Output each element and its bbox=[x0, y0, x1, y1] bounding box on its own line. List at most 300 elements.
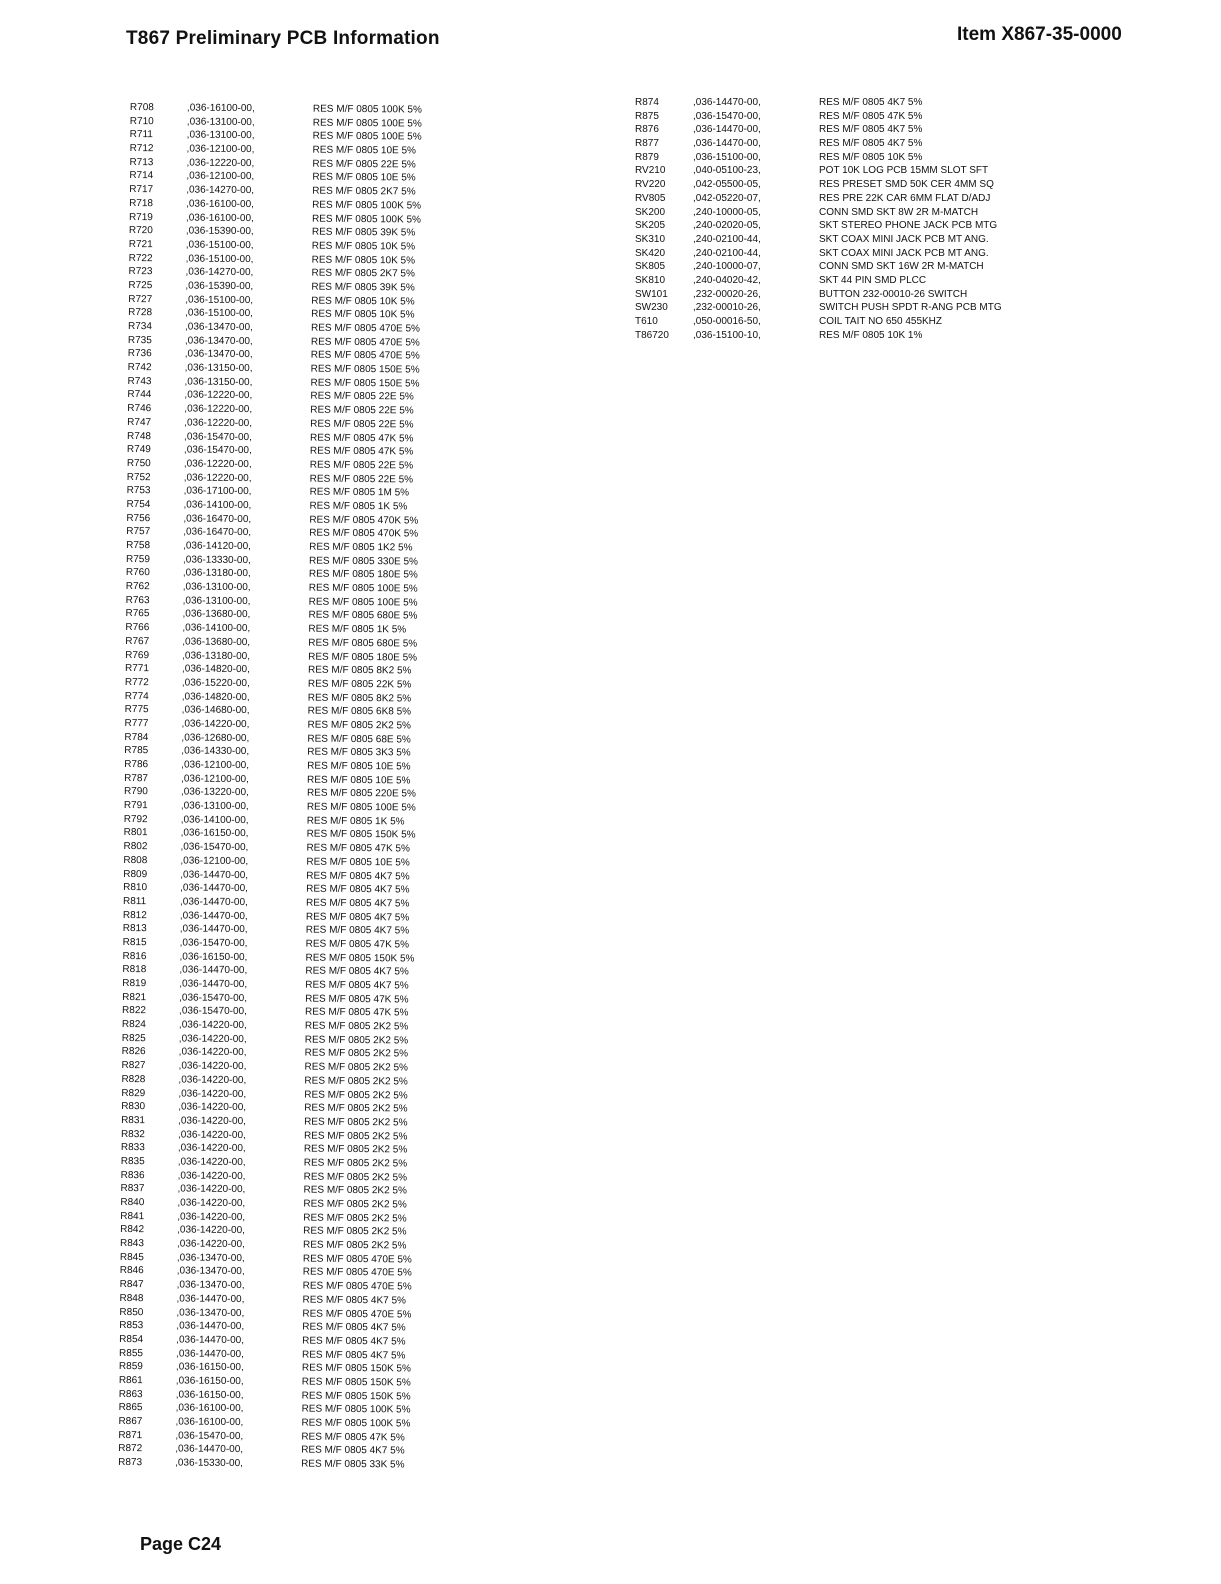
part-description: SKT 44 PIN SMD PLCC bbox=[819, 274, 927, 286]
part-reference: R808 bbox=[123, 854, 148, 866]
part-reference: SK420 bbox=[635, 247, 666, 259]
part-description: RES M/F 0805 2K2 5% bbox=[304, 1061, 409, 1074]
part-reference: R772 bbox=[124, 676, 149, 689]
part-reference: R859 bbox=[118, 1361, 143, 1373]
part-description: RES M/F 0805 47K 5% bbox=[301, 1431, 405, 1444]
part-description: RES M/F 0805 680E 5% bbox=[308, 637, 418, 650]
part-number: ,036-13100-00, bbox=[186, 129, 255, 142]
part-number: ,036-14220-00, bbox=[178, 1046, 247, 1059]
part-description: RES M/F 0805 150E 5% bbox=[310, 377, 420, 390]
part-number: ,036-13150-00, bbox=[184, 362, 253, 375]
part-description: RES M/F 0805 180E 5% bbox=[308, 651, 418, 664]
part-reference: R816 bbox=[122, 950, 147, 962]
part-reference: RV220 bbox=[635, 179, 666, 191]
part-number: ,036-15470-00, bbox=[183, 444, 252, 457]
part-description: RES M/F 0805 4K7 5% bbox=[305, 965, 409, 978]
part-reference: R708 bbox=[129, 101, 154, 114]
part-number: ,036-15390-00, bbox=[185, 225, 254, 238]
part-description: RES M/F 0805 4K7 5% bbox=[305, 979, 409, 992]
part-reference: R828 bbox=[121, 1073, 146, 1085]
part-number: ,036-12220-00, bbox=[184, 389, 253, 402]
part-number: ,036-14470-00, bbox=[179, 896, 248, 908]
part-reference: R873 bbox=[118, 1457, 143, 1469]
part-reference: R784 bbox=[124, 731, 149, 743]
part-description: RES M/F 0805 22E 5% bbox=[312, 158, 416, 171]
part-reference: R763 bbox=[125, 594, 150, 606]
part-number: ,036-14470-00, bbox=[176, 1320, 245, 1333]
part-reference: R876 bbox=[635, 124, 659, 136]
part-number: ,240-02100-44, bbox=[693, 247, 761, 259]
part-description: RES M/F 0805 470E 5% bbox=[310, 336, 420, 349]
part-reference: R744 bbox=[127, 389, 152, 401]
part-reference: R790 bbox=[123, 786, 148, 798]
part-reference: R815 bbox=[122, 936, 147, 949]
part-description: RES M/F 0805 100K 5% bbox=[312, 199, 422, 212]
part-reference: R765 bbox=[125, 608, 150, 620]
part-description: RES M/F 0805 4K7 5% bbox=[819, 97, 923, 108]
part-number: ,036-15470-00, bbox=[179, 937, 248, 949]
part-number: ,036-14220-00, bbox=[177, 1183, 246, 1196]
part-description: RES M/F 0805 10K 1% bbox=[819, 329, 923, 341]
part-number: ,036-14470-00, bbox=[693, 97, 761, 108]
part-number: ,232-00020-26, bbox=[693, 288, 761, 300]
part-reference: RV805 bbox=[635, 192, 666, 204]
part-number: ,036-14100-00, bbox=[182, 622, 251, 635]
part-description: RES M/F 0805 4K7 5% bbox=[819, 124, 923, 136]
part-number: ,036-15470-00, bbox=[184, 430, 252, 443]
part-description: RES M/F 0805 100E 5% bbox=[308, 582, 418, 595]
part-reference: R854 bbox=[119, 1333, 144, 1346]
part-reference: R734 bbox=[127, 320, 152, 333]
part-number: ,036-13100-00, bbox=[180, 800, 249, 813]
part-reference: R875 bbox=[635, 110, 659, 122]
part-description: RES M/F 0805 150K 5% bbox=[305, 952, 415, 965]
part-reference: R848 bbox=[119, 1292, 144, 1304]
part-reference: R825 bbox=[121, 1032, 146, 1044]
part-description: RES M/F 0805 2K2 5% bbox=[304, 1034, 409, 1047]
part-reference: R753 bbox=[126, 485, 151, 497]
part-description: RES M/F 0805 10E 5% bbox=[306, 856, 410, 869]
part-number: ,036-16100-00, bbox=[186, 102, 255, 115]
part-number: ,036-14470-00, bbox=[179, 923, 248, 936]
part-reference: R756 bbox=[126, 512, 151, 524]
part-description: RES M/F 0805 10K 5% bbox=[819, 151, 923, 163]
part-number: ,036-14220-00, bbox=[181, 718, 250, 731]
part-description: RES PRESET SMD 50K CER 4MM SQ bbox=[819, 179, 994, 191]
part-row bbox=[635, 301, 1065, 315]
part-number: ,036-14220-00, bbox=[177, 1129, 246, 1141]
part-description: RES M/F 0805 47K 5% bbox=[305, 938, 410, 951]
page-number: Page C24 bbox=[140, 1534, 222, 1554]
part-description: RES M/F 0805 4K7 5% bbox=[306, 870, 410, 882]
part-row bbox=[635, 247, 1065, 261]
part-description: RES M/F 0805 47K 5% bbox=[305, 1006, 409, 1019]
parts-list-right bbox=[635, 96, 1065, 342]
part-reference: R824 bbox=[121, 1019, 146, 1031]
part-row bbox=[635, 137, 1065, 151]
part-description: RES M/F 0805 470K 5% bbox=[309, 514, 419, 527]
part-number: ,036-13470-00, bbox=[176, 1306, 245, 1319]
part-description: RES M/F 0805 2K2 5% bbox=[303, 1171, 408, 1184]
part-description: RES M/F 0805 100E 5% bbox=[306, 801, 416, 814]
part-reference: R752 bbox=[126, 471, 151, 483]
part-description: RES M/F 0805 2K2 5% bbox=[307, 719, 411, 732]
part-description: RES M/F 0805 10K 5% bbox=[311, 308, 415, 321]
part-description: RES M/F 0805 4K7 5% bbox=[302, 1335, 406, 1348]
part-reference: SK810 bbox=[635, 274, 666, 286]
part-number: ,036-14220-00, bbox=[178, 1033, 247, 1045]
part-number: ,036-14470-00, bbox=[179, 978, 248, 991]
part-reference: R747 bbox=[127, 416, 152, 429]
part-description: RES M/F 0805 470E 5% bbox=[302, 1280, 412, 1293]
part-number: ,036-15470-00, bbox=[179, 992, 248, 1004]
part-description: RES M/F 0805 22E 5% bbox=[310, 418, 414, 431]
part-reference: R827 bbox=[121, 1060, 146, 1072]
part-description: RES M/F 0805 100K 5% bbox=[311, 213, 421, 226]
part-row bbox=[635, 315, 1065, 329]
part-description: CONN SMD SKT 8W 2R M-MATCH bbox=[819, 206, 979, 218]
part-reference: R855 bbox=[119, 1347, 144, 1359]
part-description: RES M/F 0805 1K2 5% bbox=[309, 541, 413, 554]
part-description: RES M/F 0805 22E 5% bbox=[310, 391, 414, 403]
part-description: SKT COAX MINI JACK PCB MT ANG. bbox=[819, 233, 989, 245]
part-number: ,036-14820-00, bbox=[181, 691, 250, 703]
part-row bbox=[635, 233, 1065, 247]
part-reference: R871 bbox=[118, 1429, 143, 1441]
part-number: ,232-00010-26, bbox=[693, 302, 761, 314]
part-reference: R766 bbox=[125, 622, 150, 634]
part-reference: R762 bbox=[125, 581, 150, 593]
part-description: RES M/F 0805 220E 5% bbox=[306, 787, 416, 800]
part-reference: R767 bbox=[125, 635, 150, 648]
part-number: ,036-14470-00, bbox=[179, 964, 248, 977]
part-reference: R841 bbox=[120, 1210, 145, 1222]
part-number: ,036-12100-00, bbox=[181, 759, 250, 772]
part-reference: R813 bbox=[122, 923, 147, 935]
part-number: ,036-14220-00, bbox=[177, 1142, 246, 1155]
part-reference: R718 bbox=[129, 197, 154, 210]
part-number: ,036-14470-00, bbox=[180, 882, 249, 895]
part-number: ,036-13100-00, bbox=[182, 581, 251, 594]
part-description: RES M/F 0805 47K 5% bbox=[305, 993, 409, 1006]
part-description: RES M/F 0805 100K 5% bbox=[312, 103, 422, 116]
part-number: ,240-02100-44, bbox=[693, 233, 761, 245]
part-number: ,036-14330-00, bbox=[181, 745, 250, 758]
part-number: ,036-16150-00, bbox=[179, 951, 248, 963]
part-reference: R742 bbox=[127, 362, 152, 374]
part-reference: R861 bbox=[118, 1374, 143, 1387]
part-reference: R736 bbox=[127, 348, 152, 360]
part-row bbox=[635, 260, 1065, 274]
part-reference: R830 bbox=[121, 1101, 146, 1113]
part-row bbox=[635, 274, 1065, 288]
part-reference: R719 bbox=[128, 211, 153, 223]
part-reference: R722 bbox=[128, 252, 153, 264]
part-reference: R785 bbox=[124, 745, 149, 757]
part-number: ,036-12100-00, bbox=[186, 170, 255, 183]
part-description: RES M/F 0805 68E 5% bbox=[307, 733, 411, 746]
part-description: RES M/F 0805 4K7 5% bbox=[305, 924, 410, 937]
part-number: ,036-13180-00, bbox=[182, 649, 251, 662]
part-number: ,036-14470-00, bbox=[693, 138, 761, 150]
part-reference: SK200 bbox=[635, 206, 666, 218]
part-number: ,036-15100-00, bbox=[185, 294, 254, 306]
part-number: ,036-13470-00, bbox=[184, 321, 253, 334]
part-reference: R771 bbox=[124, 663, 149, 675]
part-reference: R829 bbox=[121, 1087, 146, 1099]
part-number: ,036-14220-00, bbox=[178, 1101, 247, 1114]
part-description: RES M/F 0805 10K 5% bbox=[311, 240, 416, 253]
part-reference: SW101 bbox=[635, 288, 668, 300]
part-reference: R845 bbox=[119, 1251, 144, 1263]
part-description: RES M/F 0805 150K 5% bbox=[306, 829, 416, 841]
part-description: RES M/F 0805 150K 5% bbox=[301, 1376, 411, 1389]
part-number: ,036-14220-00, bbox=[177, 1211, 246, 1223]
part-row bbox=[118, 1456, 478, 1473]
part-number: ,036-14220-00, bbox=[177, 1156, 246, 1168]
part-description: RES M/F 0805 100E 5% bbox=[308, 596, 418, 609]
part-reference: R723 bbox=[128, 266, 153, 278]
part-number: ,036-16150-00, bbox=[180, 827, 249, 840]
part-description: RES M/F 0805 470E 5% bbox=[302, 1266, 412, 1279]
part-number: ,036-14120-00, bbox=[183, 540, 252, 553]
part-reference: R833 bbox=[120, 1142, 145, 1154]
part-row bbox=[635, 151, 1065, 165]
part-number: ,036-14470-00, bbox=[693, 124, 761, 136]
part-number: ,036-14820-00, bbox=[181, 663, 250, 676]
part-reference: R774 bbox=[124, 690, 149, 702]
part-number: ,036-14220-00, bbox=[178, 1087, 247, 1100]
part-description: RES M/F 0805 330E 5% bbox=[308, 555, 418, 568]
part-row bbox=[635, 110, 1065, 124]
part-description: RES M/F 0805 47K 5% bbox=[309, 445, 414, 458]
part-row bbox=[635, 219, 1065, 233]
part-number: ,036-14220-00, bbox=[178, 1060, 247, 1073]
part-number: ,240-04020-42, bbox=[693, 274, 761, 286]
part-description: SKT STEREO PHONE JACK PCB MTG bbox=[819, 220, 998, 232]
part-description: RES M/F 0805 100E 5% bbox=[312, 130, 422, 143]
part-number: ,240-10000-07, bbox=[693, 261, 761, 273]
part-description: RES M/F 0805 470E 5% bbox=[302, 1253, 412, 1266]
part-reference: R758 bbox=[126, 539, 151, 552]
part-number: ,036-16470-00, bbox=[183, 513, 252, 525]
part-number: ,036-14220-00, bbox=[178, 1115, 246, 1127]
part-reference: SK805 bbox=[635, 261, 666, 273]
part-row bbox=[635, 164, 1065, 178]
part-description: RES M/F 0805 22E 5% bbox=[309, 459, 414, 472]
part-description: RES M/F 0805 10E 5% bbox=[307, 774, 411, 787]
part-number: ,036-13470-00, bbox=[176, 1279, 245, 1292]
part-number: ,036-14470-00, bbox=[176, 1348, 244, 1360]
part-number: ,036-12680-00, bbox=[181, 732, 250, 744]
part-number: ,036-12220-00, bbox=[184, 417, 253, 429]
part-description: RES M/F 0805 100E 5% bbox=[312, 117, 422, 130]
part-reference: R821 bbox=[122, 991, 147, 1003]
part-reference: R760 bbox=[125, 567, 150, 579]
part-number: ,036-16100-00, bbox=[175, 1416, 244, 1429]
part-description: RES M/F 0805 4K7 5% bbox=[302, 1321, 406, 1334]
part-reference: R865 bbox=[118, 1402, 143, 1414]
parts-list-left bbox=[118, 101, 490, 1473]
part-reference: R727 bbox=[128, 293, 153, 305]
part-reference: R835 bbox=[120, 1155, 145, 1168]
part-description: RES M/F 0805 1K 5% bbox=[306, 815, 405, 828]
part-number: ,036-13220-00, bbox=[180, 786, 249, 799]
part-description: RES M/F 0805 470E 5% bbox=[310, 322, 421, 335]
part-number: ,036-12220-00, bbox=[183, 458, 252, 470]
part-number: ,036-15100-10, bbox=[693, 329, 761, 341]
part-description: RES PRE 22K CAR 6MM FLAT D/ADJ bbox=[819, 192, 991, 204]
part-description: RES M/F 0805 2K2 5% bbox=[302, 1239, 407, 1252]
part-number: ,036-16150-00, bbox=[175, 1361, 244, 1374]
part-reference: SW230 bbox=[635, 302, 668, 314]
part-reference: R717 bbox=[129, 184, 154, 196]
part-number: ,036-14220-00, bbox=[177, 1224, 246, 1237]
part-number: ,036-13100-00, bbox=[186, 116, 255, 128]
part-number: ,036-13680-00, bbox=[182, 636, 251, 648]
part-description: RES M/F 0805 10E 5% bbox=[312, 172, 416, 184]
part-description: RES M/F 0805 180E 5% bbox=[308, 568, 418, 581]
part-number: ,036-14220-00, bbox=[176, 1238, 245, 1251]
part-number: ,036-12100-00, bbox=[186, 143, 255, 156]
part-description: RES M/F 0805 2K2 5% bbox=[304, 1102, 408, 1115]
part-description: RES M/F 0805 150E 5% bbox=[310, 363, 420, 376]
part-description: RES M/F 0805 6K8 5% bbox=[307, 705, 412, 718]
part-description: RES M/F 0805 1K 5% bbox=[309, 500, 408, 513]
part-description: RES M/F 0805 2K2 5% bbox=[303, 1143, 408, 1156]
part-number: ,050-00016-50, bbox=[693, 316, 761, 327]
part-reference: R720 bbox=[128, 225, 153, 237]
part-reference: R811 bbox=[122, 895, 147, 908]
part-number: ,036-15100-00, bbox=[185, 253, 254, 265]
part-description: RES M/F 0805 2K2 5% bbox=[303, 1212, 407, 1225]
part-number: ,036-14220-00, bbox=[178, 1074, 247, 1086]
part-reference: R846 bbox=[119, 1265, 144, 1277]
part-reference: R810 bbox=[123, 882, 148, 894]
part-number: ,036-14220-00, bbox=[178, 1019, 247, 1032]
part-description: RES M/F 0805 33K 5% bbox=[301, 1458, 405, 1471]
part-reference: R712 bbox=[129, 143, 154, 155]
part-description: POT 10K LOG PCB 15MM SLOT SFT bbox=[819, 165, 989, 177]
part-number: ,036-13470-00, bbox=[184, 348, 253, 361]
part-reference: R801 bbox=[123, 827, 148, 839]
part-number: ,036-14470-00, bbox=[175, 1443, 244, 1456]
part-reference: R879 bbox=[635, 151, 659, 163]
part-description: RES M/F 0805 47K 5% bbox=[819, 110, 923, 122]
part-row bbox=[635, 178, 1065, 192]
part-description: RES M/F 0805 8K2 5% bbox=[307, 692, 412, 705]
part-description: RES M/F 0805 39K 5% bbox=[311, 281, 415, 294]
part-reference: R759 bbox=[125, 553, 150, 565]
part-reference: R863 bbox=[118, 1388, 143, 1400]
part-number: ,036-14470-00, bbox=[180, 868, 249, 881]
part-description: RES M/F 0805 4K7 5% bbox=[302, 1349, 406, 1362]
part-reference: R819 bbox=[122, 977, 147, 990]
part-reference: R735 bbox=[127, 334, 152, 346]
part-description: CONN SMD SKT 16W 2R M-MATCH bbox=[819, 261, 984, 273]
part-number: ,036-14470-00, bbox=[176, 1293, 245, 1305]
part-description: RES M/F 0805 10K 5% bbox=[311, 295, 415, 308]
part-description: RES M/F 0805 22E 5% bbox=[310, 404, 414, 417]
part-number: ,036-14220-00, bbox=[177, 1170, 246, 1182]
part-description: RES M/F 0805 2K2 5% bbox=[303, 1184, 407, 1197]
part-row bbox=[635, 288, 1065, 302]
part-description: BUTTON 232-00010-26 SWITCH bbox=[819, 288, 968, 300]
part-description: RES M/F 0805 100K 5% bbox=[301, 1403, 411, 1416]
part-reference: T610 bbox=[635, 316, 658, 327]
part-reference: R832 bbox=[120, 1128, 145, 1140]
part-reference: R847 bbox=[119, 1279, 144, 1291]
part-number: ,036-16150-00, bbox=[175, 1389, 244, 1401]
part-reference: R754 bbox=[126, 498, 151, 511]
part-row bbox=[635, 123, 1065, 137]
part-number: ,036-15220-00, bbox=[181, 677, 250, 689]
part-description: RES M/F 0805 4K7 5% bbox=[301, 1444, 405, 1457]
part-number: ,036-12220-00, bbox=[183, 472, 252, 484]
part-description: RES M/F 0805 2K7 5% bbox=[312, 185, 416, 198]
part-description: SKT COAX MINI JACK PCB MT ANG. bbox=[819, 247, 989, 259]
part-reference: R867 bbox=[118, 1415, 143, 1428]
part-number: ,036-15470-00, bbox=[693, 110, 761, 122]
part-number: ,036-15100-00, bbox=[693, 151, 761, 163]
part-number: ,036-14270-00, bbox=[186, 184, 255, 197]
part-description: RES M/F 0805 150K 5% bbox=[301, 1362, 411, 1375]
part-row bbox=[635, 329, 1065, 343]
part-reference: R853 bbox=[119, 1320, 144, 1332]
part-number: ,036-14470-00, bbox=[179, 910, 248, 922]
item-number: Item X867-35-0000 bbox=[957, 24, 1122, 45]
part-reference: R728 bbox=[128, 307, 153, 319]
part-description: RES M/F 0805 22K 5% bbox=[307, 678, 412, 691]
part-reference: R746 bbox=[127, 403, 152, 415]
part-description: RES M/F 0805 680E 5% bbox=[308, 610, 418, 622]
part-number: ,036-12220-00, bbox=[184, 403, 253, 416]
part-reference: SK310 bbox=[635, 233, 666, 245]
part-number: ,036-13680-00, bbox=[182, 608, 251, 621]
part-reference: R874 bbox=[635, 97, 659, 108]
part-reference: R711 bbox=[129, 129, 153, 141]
part-reference: R757 bbox=[126, 526, 151, 538]
part-description: RES M/F 0805 470E 5% bbox=[310, 349, 420, 362]
part-row bbox=[635, 206, 1065, 220]
part-number: ,036-16470-00, bbox=[183, 526, 252, 539]
part-reference: SK205 bbox=[635, 220, 666, 232]
part-description: RES M/F 0805 100K 5% bbox=[301, 1417, 411, 1430]
part-reference: R725 bbox=[128, 279, 153, 292]
part-description: RES M/F 0805 22E 5% bbox=[309, 473, 414, 486]
part-description: RES M/F 0805 39K 5% bbox=[311, 226, 416, 239]
part-reference: R769 bbox=[125, 649, 150, 661]
part-reference: R822 bbox=[122, 1005, 147, 1017]
part-reference: R786 bbox=[124, 758, 149, 771]
part-reference: R837 bbox=[120, 1183, 145, 1195]
part-description: RES M/F 0805 4K7 5% bbox=[819, 138, 923, 150]
part-description: RES M/F 0805 2K2 5% bbox=[304, 1020, 409, 1033]
part-number: ,036-15470-00, bbox=[179, 1005, 247, 1018]
part-number: ,036-16100-00, bbox=[186, 198, 254, 210]
part-number: ,036-15470-00, bbox=[180, 841, 249, 854]
part-reference: RV210 bbox=[635, 165, 666, 177]
part-number: ,042-05500-05, bbox=[693, 179, 761, 191]
part-number: ,036-14220-00, bbox=[177, 1197, 246, 1210]
part-description: SWITCH PUSH SPDT R-ANG PCB MTG bbox=[819, 302, 1002, 314]
part-number: ,036-16150-00, bbox=[175, 1375, 244, 1387]
part-description: COIL TAIT NO 650 455KHZ bbox=[819, 316, 943, 327]
part-number: ,036-14270-00, bbox=[185, 266, 254, 279]
part-number: ,240-10000-05, bbox=[693, 206, 761, 218]
part-reference: R791 bbox=[123, 800, 148, 812]
part-reference: R836 bbox=[120, 1169, 145, 1181]
